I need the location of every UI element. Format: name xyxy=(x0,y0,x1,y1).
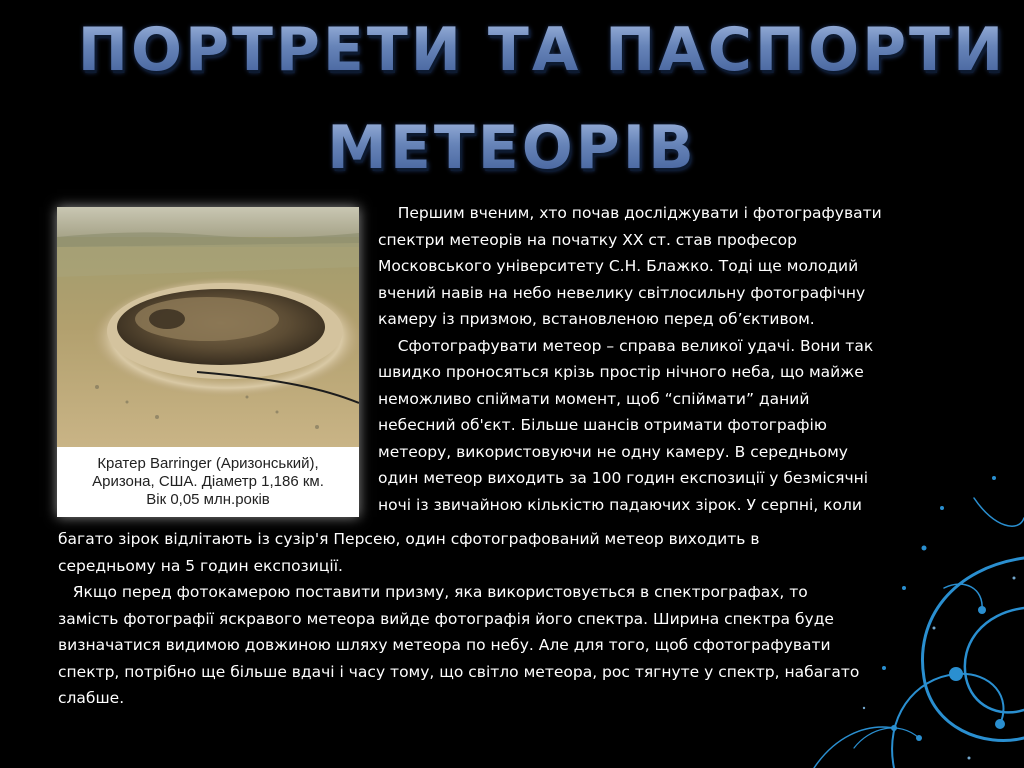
text-line: середньому на 5 годин експозиції. xyxy=(58,556,343,575)
text-line: багато зірок відлітають із сузір'я Персею, один сфотографований метеор виходить в xyxy=(58,530,760,548)
text-line: спектри метеорів на початку XX ст. став професор xyxy=(378,230,797,249)
photo-caption xyxy=(57,455,359,509)
title-line-2: МЕТЕОРІВ xyxy=(0,110,1024,186)
full-width-text xyxy=(58,526,859,712)
title-line-1: ПОРТРЕТИ ТА ПАСПОРТИ xyxy=(60,12,1024,88)
text-line: слабше. xyxy=(58,689,125,707)
caption-line: Кратер Barringer (Аризонський), xyxy=(97,455,319,472)
page-title xyxy=(0,12,1024,186)
caption-line: Аризона, США. Діаметр 1,186 км. xyxy=(92,473,324,490)
caption-line: Вік 0,05 млн.років xyxy=(146,491,270,508)
text-line: неможливо спіймати момент, щоб “спіймати” даний xyxy=(378,389,810,408)
text-line: небесний об'єкт. Більше шансів отримати фотографію xyxy=(378,416,827,434)
text-line: Сфотографувати метеор – справа великої удачі. Вони так xyxy=(378,336,874,355)
text-line: замість фотографії яскравого метеора вийде фотографія його спектра. Ширина спектра буде xyxy=(58,609,834,628)
text-line: один метеор виходить за 100 годин експозиції у безмісячні xyxy=(378,469,869,487)
text-line: спектр, потрібно ще більше вдачі і часу тому, що світло метеора, рос тягнуте у спектр, набагато xyxy=(58,662,860,681)
text-line: вчений навів на небо невелику світлосильну фотографічну xyxy=(378,283,866,302)
crater-photo xyxy=(57,207,359,447)
right-column-text xyxy=(378,200,882,518)
text-line: Першим вченим, хто почав досліджувати і фотографувати xyxy=(378,204,882,222)
text-line: визначатися видимою довжиною шляху метеора по небу. Але для того, щоб сфотографувати xyxy=(58,636,831,654)
text-line: швидко проносяться крізь простір нічного неба, що майже xyxy=(378,363,864,381)
crater-photo-card xyxy=(57,207,359,517)
text-line: Московського університету С.Н. Блажко. Тоді ще молодий xyxy=(378,257,859,275)
text-line: метеору, використовуючи не одну камеру. В середньому xyxy=(378,442,848,461)
text-line: Якщо перед фотокамерою поставити призму, яка використовується в спектрографах, то xyxy=(58,583,808,601)
text-line: камеру із призмою, встановленою перед об’єктивом. xyxy=(378,310,815,328)
text-line: ночі із звичайною кількістю падаючих зірок. У серпні, коли xyxy=(378,495,862,514)
